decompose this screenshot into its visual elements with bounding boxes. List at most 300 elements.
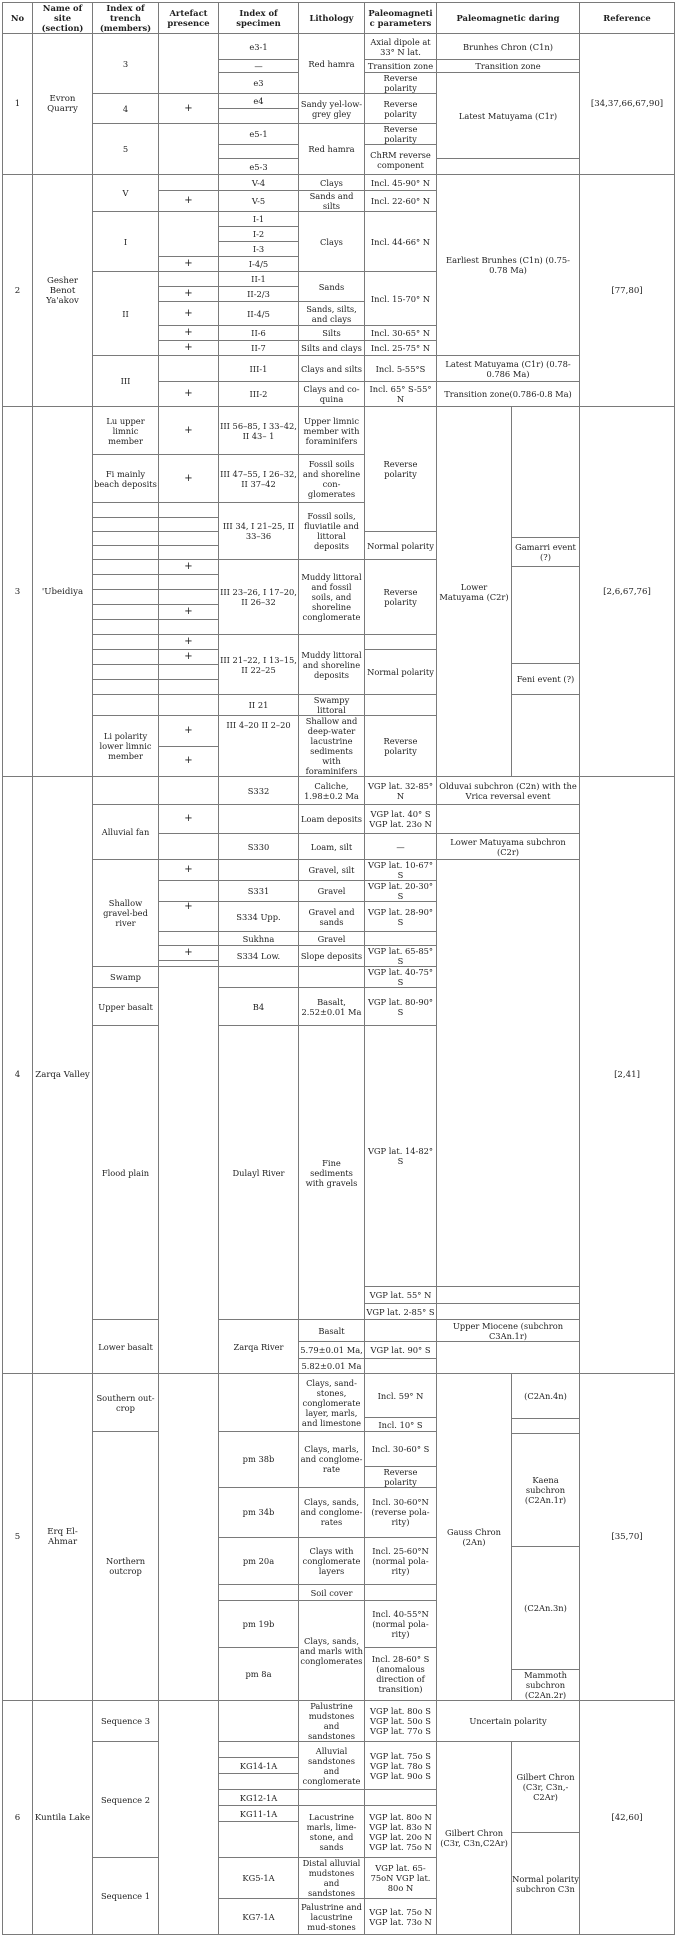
empty-cell xyxy=(93,650,159,665)
artefact-plus: + xyxy=(159,341,219,356)
artefact-plus: + xyxy=(159,860,219,881)
table-row xyxy=(3,175,675,191)
lithology: Fossil soils and shoreline con-glomerates xyxy=(299,455,365,503)
reference: [42,60] xyxy=(580,1701,675,1935)
trench-member: Sequence 2 xyxy=(93,1742,159,1858)
trench-member: Fi mainly beach deposits xyxy=(93,455,159,503)
empty-cell xyxy=(437,1342,580,1374)
reference: [34,37,66,67,90] xyxy=(580,34,675,175)
specimen-index: III-2 xyxy=(219,382,299,407)
specimen-index: III 23–26, I 17–20, II 26–32 xyxy=(219,560,299,635)
trench-member: Lu upper limnic member xyxy=(93,407,159,455)
empty-cell xyxy=(365,635,437,650)
empty-cell xyxy=(93,695,159,716)
paleomag-dating: Olduvai subchron (C2n) with the Vrica reversal event xyxy=(437,777,580,805)
empty-cell xyxy=(219,1701,299,1742)
specimen-index: KG14-1A xyxy=(219,1758,299,1774)
paleomag-params: Incl. 40-55°N (normal pola-rity) xyxy=(365,1601,437,1648)
table-row xyxy=(3,1374,675,1418)
paleomag-params: Reverse polarity xyxy=(365,1466,437,1487)
empty-cell xyxy=(512,1419,579,1434)
lithology: Sandy yel-low-grey gley xyxy=(299,94,365,124)
lithology: Distal alluvial mudstones and sandstones xyxy=(299,1858,365,1899)
specimen-index: I-1 xyxy=(219,212,299,227)
empty-cell xyxy=(219,805,299,834)
header-trench: Index of trench (members) xyxy=(93,3,159,34)
lithology: Silts xyxy=(299,326,365,341)
lithology: 5.79±0.01 Ma, xyxy=(299,1342,365,1359)
empty-cell xyxy=(365,1359,437,1374)
specimen-index: — xyxy=(219,60,299,73)
empty-cell xyxy=(93,605,159,620)
paleomag-params: VGP lat. 80-90° S xyxy=(365,988,437,1026)
event-gamarri: Gamarri event (?) xyxy=(512,538,579,567)
paleomag-params: Reverse polarity xyxy=(365,124,437,145)
empty-cell xyxy=(365,1790,437,1806)
paleomag-params: VGP lat. 90° S xyxy=(365,1342,437,1359)
paleomag-params: VGP lat. 40-75° S xyxy=(365,967,437,988)
specimen-index: I-2 xyxy=(219,227,299,242)
lithology: Sands, silts, and clays xyxy=(299,302,365,326)
empty-cell xyxy=(219,967,299,988)
table-row xyxy=(3,34,675,60)
lithology: Palustrine and lacustrine mud-stones xyxy=(299,1899,365,1935)
artefact-plus: + xyxy=(159,650,219,665)
paleomag-params: VGP lat. 32-85° N xyxy=(365,777,437,805)
empty-cell xyxy=(93,546,159,560)
trench-index: 5 xyxy=(93,124,159,175)
empty-cell xyxy=(437,805,580,834)
specimen-index: II-4/5 xyxy=(219,302,299,326)
row-number: 6 xyxy=(3,1701,33,1935)
artefact-plus: + xyxy=(159,302,219,326)
artefact-plus: + xyxy=(159,191,219,212)
row-number: 4 xyxy=(3,777,33,1374)
site-name: Kuntila Lake xyxy=(33,1701,93,1935)
empty-cell xyxy=(93,665,159,680)
paleomag-dating: Latest Matuyama (C1r) (0.78-0.786 Ma) xyxy=(437,356,580,382)
specimen-index: III 34, I 21–25, II 33–36 xyxy=(219,503,299,560)
artefact-plus: + xyxy=(159,716,219,747)
lithology: Clays, sand-stones, conglomerate layer, marls, and limestone xyxy=(299,1374,365,1432)
empty-cell xyxy=(159,665,219,680)
empty-cell xyxy=(219,109,298,123)
paleomag-params: VGP lat. 2-85° S xyxy=(365,1304,437,1320)
lithology: Soil cover xyxy=(299,1585,365,1601)
paleomag-params: VGP lat. 65-75oN VGP lat. 80o N xyxy=(365,1858,437,1899)
lithology: Clays, sands, and conglome-rates xyxy=(299,1487,365,1537)
empty-cell xyxy=(365,1320,437,1342)
paleomag-dating: Lower Matuyama (C2r) xyxy=(437,407,512,776)
paleomag-dating: Latest Matuyama (C1r) xyxy=(437,73,580,159)
empty-cell xyxy=(93,680,159,695)
empty-cell xyxy=(437,860,580,1287)
dating-split xyxy=(437,1742,579,1934)
header-lithology: Lithology xyxy=(299,3,365,34)
empty-cell xyxy=(437,1304,580,1320)
dating-subgrid xyxy=(437,407,580,777)
specimen-index: II-2/3 xyxy=(219,287,299,302)
empty-cell xyxy=(159,1701,219,1935)
artefact-plus: + xyxy=(159,946,219,961)
paleomag-params: Reverse polarity xyxy=(365,94,437,124)
empty-cell xyxy=(93,590,159,605)
lithology: Upper limnic member with foraminifers xyxy=(299,407,365,455)
trench-member: Sequence 3 xyxy=(93,1701,159,1742)
specimen-index: e3-1 xyxy=(219,34,299,60)
specimen-index: pm 20a xyxy=(219,1537,299,1585)
lithology: Lacustrine marls, lime-stone, and sands xyxy=(299,1806,365,1858)
lithology: Caliche, 1.98±0.2 Ma xyxy=(299,777,365,805)
specimen-index: pm 38b xyxy=(219,1432,299,1488)
paleomag-dating: Uncertain polarity xyxy=(437,1701,580,1742)
empty-cell xyxy=(365,695,437,716)
empty-cell xyxy=(159,546,219,560)
empty-cell xyxy=(159,575,219,590)
specimen-index: III 47–55, I 26–32, II 37–42 xyxy=(219,455,299,503)
reference: [77,80] xyxy=(580,175,675,407)
paleomag-dating: Upper Miocene (subchron C3An.1r) xyxy=(437,1320,580,1342)
specimen-index: B4 xyxy=(219,988,299,1026)
trench-member: Lower basalt xyxy=(93,1320,159,1374)
specimen-index: KG7-1A xyxy=(219,1899,299,1935)
lithology: Muddy littoral and fossil soils, and shoreline conglomerate xyxy=(299,560,365,635)
empty-cell xyxy=(159,680,219,695)
specimen-index: S330 xyxy=(219,834,299,860)
specimen-index: KG12-1A xyxy=(219,1790,299,1806)
reference: [35,70] xyxy=(580,1374,675,1701)
empty-cell xyxy=(159,503,219,518)
paleomag-params: Normal polarity xyxy=(365,532,437,560)
paleomag-params: Incl. 15-70° N xyxy=(365,272,437,326)
trench-index: V xyxy=(93,175,159,212)
artefact-plus: + xyxy=(159,326,219,341)
paleomag-params: Transition zone xyxy=(365,60,437,73)
paleomag-dating: Transition zone xyxy=(437,60,580,73)
specimen-index: e3 xyxy=(219,73,299,94)
paleomag-params: VGP lat. 80o S VGP lat. 50o S VGP lat. 77o S xyxy=(365,1701,437,1742)
paleomag-params: Axial dipole at 33° N lat. xyxy=(365,34,437,60)
table-row xyxy=(3,407,675,455)
paleomag-params: Incl. 22-60° N xyxy=(365,191,437,212)
dating-split xyxy=(437,1374,579,1700)
specimen-index xyxy=(219,145,299,159)
empty-cell xyxy=(159,967,219,1374)
lithology: Loam, silt xyxy=(299,834,365,860)
trench-member: Flood plain xyxy=(93,1026,159,1320)
paleomag-params: Incl. 30-60°N (reverse pola-rity) xyxy=(365,1487,437,1537)
header-no: No xyxy=(3,3,33,34)
paleomag-dating: Earliest Brunhes (C1n) (0.75-0.78 Ma) xyxy=(437,175,580,356)
lithology: Clays xyxy=(299,175,365,191)
empty-cell xyxy=(219,1742,299,1758)
site-name: Erq El-Ahmar xyxy=(33,1374,93,1701)
empty-cell xyxy=(512,695,579,776)
paleomag-params: Incl. 30-65° N xyxy=(365,326,437,341)
event-gilbert-top: Gilbert Chron (C3r, C3n,-C2Ar) xyxy=(512,1742,579,1833)
reference: [2,6,67,76] xyxy=(580,407,675,777)
table-row xyxy=(3,860,675,881)
paleomag-params: Incl. 5-55°S xyxy=(365,356,437,382)
paleomag-params: VGP lat. 40° S VGP lat. 23o N xyxy=(365,805,437,834)
specimen-index: III 4–20 II 2–20 xyxy=(219,716,299,777)
lithology: Gravel xyxy=(299,881,365,902)
artefact-plus: + xyxy=(159,382,219,407)
specimen-index: III 56–85, I 33–42, II 43– 1 xyxy=(219,407,299,455)
paleomag-params: Reverse polarity xyxy=(365,407,437,532)
paleomag-params: Incl. 10° S xyxy=(365,1418,437,1432)
paleomag-params: Reverse polarity xyxy=(365,73,437,94)
lithology: Clays and silts xyxy=(299,356,365,382)
specimen-index: I-3 xyxy=(219,242,299,257)
artefact-plus: + xyxy=(159,746,219,777)
site-name: 'Ubeidiya xyxy=(33,407,93,777)
paleomag-params: VGP lat. 20-30° S xyxy=(365,881,437,902)
event-c2an4n: (C2An.4n) xyxy=(512,1374,579,1419)
empty-cell xyxy=(299,1790,365,1806)
lithology: Fossil soils, fluviatile and littoral deposits xyxy=(299,503,365,560)
artefact-plus: + xyxy=(159,257,219,272)
paleomag-params: Incl. 44-66° N xyxy=(365,212,437,272)
specimen-index: II 21 xyxy=(219,695,299,716)
lithology: Silts and clays xyxy=(299,341,365,356)
empty-cell xyxy=(93,620,159,635)
empty-cell xyxy=(512,567,579,664)
empty-cell xyxy=(512,407,579,538)
table-row xyxy=(3,1320,675,1342)
empty-cell xyxy=(219,1585,299,1601)
trench-index: 4 xyxy=(93,94,159,124)
empty-cell xyxy=(159,881,219,902)
paleomag-dating: Gauss Chron (2An) xyxy=(437,1374,512,1700)
trench-member: Shallow gravel-bed river xyxy=(93,860,159,967)
specimen-index: V-5 xyxy=(219,191,299,212)
empty-cell xyxy=(93,777,159,805)
paleomag-dating: Brunhes Chron (C1n) xyxy=(437,34,580,60)
empty-cell xyxy=(365,1585,437,1601)
header-site: Name of site (section) xyxy=(33,3,93,34)
trench-index: III xyxy=(93,356,159,407)
specimen-index: II-1 xyxy=(219,272,299,287)
event-normal: Normal polarity subchron C3n xyxy=(512,1873,579,1894)
empty-cell xyxy=(159,590,219,605)
specimen-index: III-1 xyxy=(219,356,299,382)
specimen-index: pm 19b xyxy=(219,1601,299,1648)
row-number: 3 xyxy=(3,407,33,777)
specimen-index: Zarqa River xyxy=(219,1320,299,1374)
header-artefact: Artefact presence xyxy=(159,3,219,34)
event-mammoth: Mammoth subchron (C2An.2r) xyxy=(524,1670,567,1700)
trench-member: Sequence 1 xyxy=(93,1858,159,1935)
empty-cell xyxy=(219,1374,299,1432)
paleomag-params: Incl. 28-60° S (anomalous direction of transition) xyxy=(365,1648,437,1701)
trench-member: Alluvial fan xyxy=(93,805,159,860)
paleomag-params: VGP lat. 28-90° S xyxy=(365,902,437,932)
specimen-index: S334 Upp. xyxy=(219,902,299,932)
artefact-plus: + xyxy=(159,805,219,834)
artefact-plus: + xyxy=(159,560,219,575)
empty-cell xyxy=(159,777,219,805)
site-name: Zarqa Valley xyxy=(33,777,93,1374)
lithology: Palustrine mudstones and sandstones xyxy=(299,1701,365,1742)
paleomag-params: VGP lat. 75o N VGP lat. 73o N xyxy=(365,1899,437,1935)
paleomag-dating: Lower Matuyama subchron (C2r) xyxy=(437,834,580,860)
lithology: Gravel and sands xyxy=(299,902,365,932)
event-c2an3n: (C2An.3n) xyxy=(512,1547,579,1670)
empty-cell xyxy=(93,532,159,546)
empty-cell xyxy=(93,503,159,518)
paleomag-params: Incl. 45-90° N xyxy=(365,175,437,191)
paleomag-params: Incl. 59° N xyxy=(365,1374,437,1418)
artefact-plus: + xyxy=(159,287,219,302)
paleomag-params: VGP lat. 10-67° S xyxy=(365,860,437,881)
trench-member: Northern outcrop xyxy=(93,1432,159,1701)
artefact-cell xyxy=(159,356,219,382)
empty-cell xyxy=(219,860,299,881)
event-column xyxy=(512,407,579,776)
lithology: Fine sediments with gravels xyxy=(299,1026,365,1320)
paleomag-params: Incl. 25-60°N (normal pola-rity) xyxy=(365,1537,437,1585)
specimen-pair xyxy=(219,94,299,124)
artefact-plus: + xyxy=(159,605,219,620)
empty-cell xyxy=(437,1287,580,1304)
artefact-plus: + xyxy=(159,902,219,932)
paleomag-params: Incl. 65° S-55° N xyxy=(365,382,437,407)
lithology: Basalt xyxy=(299,1320,365,1342)
empty-cell xyxy=(219,1774,299,1790)
lithology: Sands xyxy=(299,272,365,302)
specimen-index: e5-3 xyxy=(219,159,299,175)
lithology: Swampy littoral xyxy=(299,695,365,716)
row-number: 5 xyxy=(3,1374,33,1701)
lithology: Clays xyxy=(299,212,365,272)
dating-subgrid xyxy=(437,1374,580,1701)
empty-cell xyxy=(219,1822,299,1858)
paleomag-dating: Gilbert Chron (C3r, C3n,C2Ar) xyxy=(437,1742,512,1934)
paleomag-params: Reverse polarity xyxy=(365,560,437,635)
dating-split xyxy=(437,407,579,776)
trench-index: I xyxy=(93,212,159,272)
empty-cell xyxy=(159,695,219,716)
event-kaena: Kaena subchron (C2An.1r) xyxy=(512,1434,579,1547)
empty-cell xyxy=(299,967,365,988)
specimen-index: V-4 xyxy=(219,175,299,191)
lithology: Red hamra xyxy=(299,34,365,94)
empty-cell xyxy=(159,532,219,546)
specimen-index: KG11-1A xyxy=(219,1806,299,1822)
dating-subgrid xyxy=(437,1742,580,1935)
specimen-index: II-6 xyxy=(219,326,299,341)
specimen-index: S334 Low. xyxy=(219,946,299,967)
artefact-cell xyxy=(159,272,219,287)
event-feni: Feni event (?) xyxy=(512,664,579,695)
empty-cell xyxy=(159,620,219,635)
paleomag-params: ChRM reverse component xyxy=(365,145,437,175)
table-row xyxy=(3,777,675,805)
site-name: Evron Quarry xyxy=(33,34,93,175)
header-specimen: Index of specimen xyxy=(219,3,299,34)
lithology: Shallow and deep-water lacustrine sediments with foraminifers xyxy=(299,716,365,777)
site-name: Gesher Benot Ya'akov xyxy=(33,175,93,407)
event-column xyxy=(512,1374,579,1700)
table-row xyxy=(3,356,675,382)
table-row xyxy=(3,805,675,834)
paleomag-params: VGP lat. 65-85° S xyxy=(365,946,437,967)
empty-cell xyxy=(93,518,159,532)
lithology: Sands and silts xyxy=(299,191,365,212)
paleomag-params: VGP lat. 14-82° S xyxy=(365,1026,437,1287)
paleomag-params: VGP lat. 75o S VGP lat. 78o S VGP lat. 90o S xyxy=(365,1742,437,1790)
lithology: 5.82±0.01 Ma xyxy=(299,1359,365,1374)
artefact-cell xyxy=(159,175,219,191)
lithology: Gravel xyxy=(299,932,365,946)
table-row xyxy=(3,1742,675,1758)
specimen-index: e5-1 xyxy=(219,124,299,145)
empty-cell xyxy=(159,1374,219,1701)
header-params: Paleomagnetic parameters xyxy=(365,3,437,34)
trench-member: Swamp xyxy=(93,967,159,988)
artefact-plus: + xyxy=(159,635,219,650)
specimen-index: pm 8a xyxy=(219,1648,299,1701)
lithology: Muddy littoral and shoreline deposits xyxy=(299,635,365,695)
trench-index: II xyxy=(93,272,159,356)
paleomag-params: VGP lat. 80o N VGP lat. 83o N VGP lat. 20o N VGP lat. 75o N xyxy=(365,1806,437,1858)
paleomag-params: — xyxy=(365,834,437,860)
specimen-index: e4 xyxy=(219,94,298,109)
specimen-index: pm 34b xyxy=(219,1487,299,1537)
lithology: Gravel, silt xyxy=(299,860,365,881)
paleomag-params: Incl. 25-75° N xyxy=(365,341,437,356)
empty-cell xyxy=(159,834,219,860)
specimen-index: KG5-1A xyxy=(219,1858,299,1899)
reference: [2,41] xyxy=(580,777,675,1374)
artefact-cell xyxy=(159,34,219,94)
header-dating: Paleomagnetic daring xyxy=(437,3,580,34)
specimen-index: III 21–22, I 13–15, II 22–25 xyxy=(219,635,299,695)
lithology: Loam deposits xyxy=(299,805,365,834)
table-row xyxy=(3,1701,675,1742)
empty-cell xyxy=(93,560,159,575)
lithology: Clays, marls, and conglome-rate xyxy=(299,1432,365,1488)
artefact-plus: + xyxy=(159,94,219,124)
empty-cell xyxy=(93,635,159,650)
artefact-plus: + xyxy=(159,407,219,455)
lithology: Clays with conglomerate layers xyxy=(299,1537,365,1585)
trench-member: Upper basalt xyxy=(93,988,159,1026)
paleomag-params: Reverse polarity xyxy=(365,716,437,777)
specimen-index: II-7 xyxy=(219,341,299,356)
specimen-index: S331 xyxy=(219,881,299,902)
trench-member: Southern out-crop xyxy=(93,1374,159,1432)
lithology: Basalt, 2.52±0.01 Ma xyxy=(299,988,365,1026)
artefact-cell xyxy=(159,212,219,257)
lithology: Slope deposits xyxy=(299,946,365,967)
paleomag-dating: Transition zone(0.786-0.8 Ma) xyxy=(437,382,580,407)
lithology: Clays and co-quina xyxy=(299,382,365,407)
event-column xyxy=(512,1742,579,1934)
empty-cell xyxy=(159,932,219,946)
specimen-index: Sukhna xyxy=(219,932,299,946)
lithology: Red hamra xyxy=(299,124,365,175)
trench-index: 3 xyxy=(93,34,159,94)
specimen-index: Dulayl River xyxy=(219,1026,299,1320)
specimen-index: S332 xyxy=(219,777,299,805)
paleomag-params: Normal polarity xyxy=(365,650,437,695)
paleomagnetic-table xyxy=(2,2,675,1935)
paleomag-params: Incl. 30-60° S xyxy=(365,1432,437,1467)
header-reference: Reference xyxy=(580,3,675,34)
row-number: 2 xyxy=(3,175,33,407)
